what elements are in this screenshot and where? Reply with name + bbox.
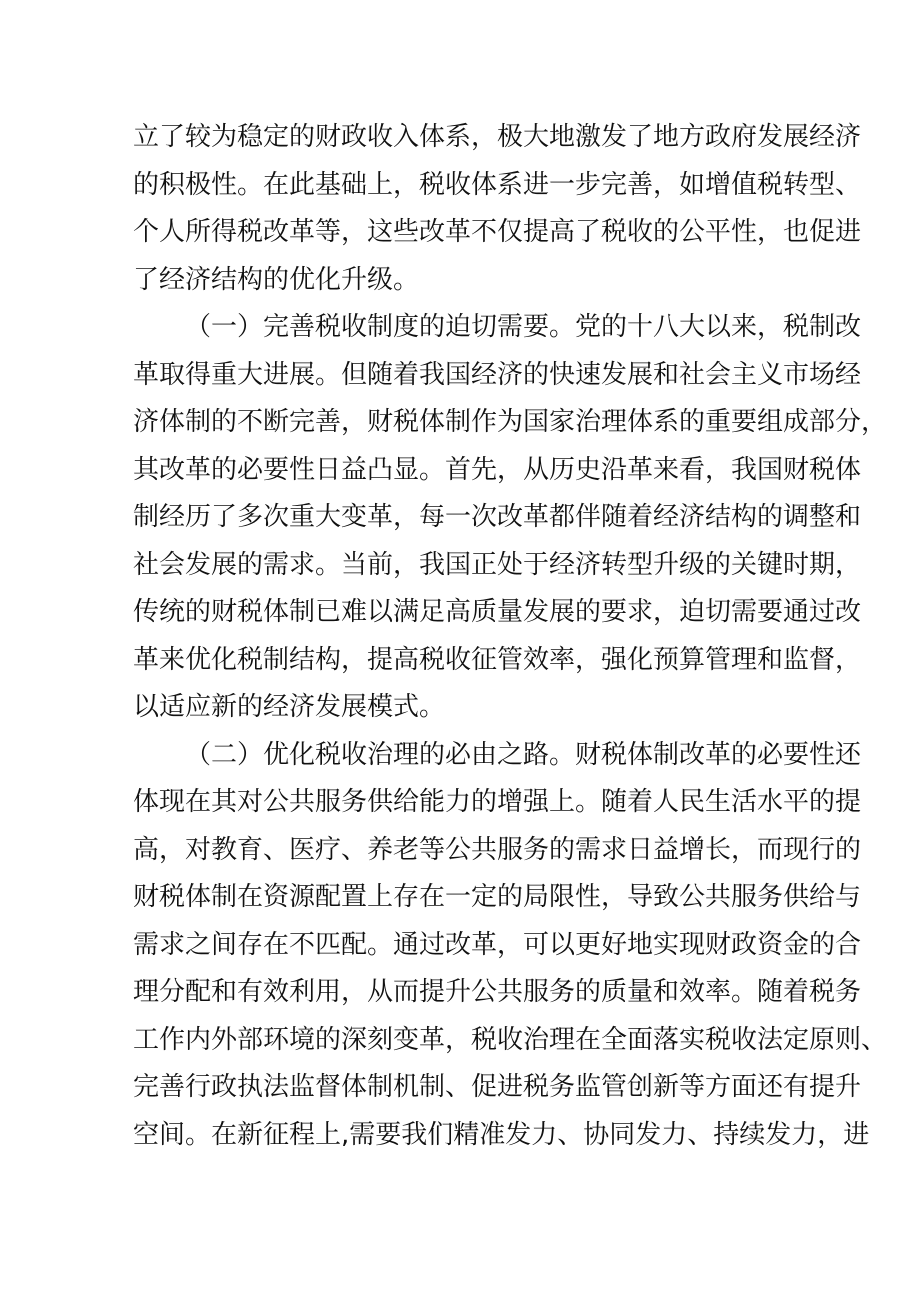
text-line: 理分配和有效利用，从而提升公共服务的质量和效率。随着税务 — [133, 977, 862, 1007]
text-line: 了经济结构的优化升级。 — [133, 264, 420, 295]
text-line: 高，对教育、医疗、养老等公共服务的需求日益增长，而现行的 — [133, 834, 862, 865]
text-line: 完善行政执法监督体制机制、促进税务监管创新等方面还有提升 — [133, 1072, 862, 1102]
text-line: 个人所得税改革等，这些改革不仅提高了税收的公平性，也促进 — [133, 217, 862, 247]
paragraph-section-1 — [133, 304, 888, 732]
section-heading-line: （一）完善税收制度的迫切需要。党的十八大以来，税制改 — [185, 312, 862, 342]
text-line: 社会发展的需求。当前，我国正处于经济转型升级的关键时期， — [133, 549, 862, 580]
text-line: 财税体制在资源配置上存在一定的局限性，导致公共服务供给与 — [133, 882, 862, 912]
paragraph-intro-continuation — [133, 114, 862, 304]
text-line: 以适应新的经济发展模式。 — [133, 692, 446, 722]
text-line: 体现在其对公共服务供给能力的增强上。随着人民生活水平的提 — [133, 787, 862, 817]
paragraph-section-2 — [133, 732, 888, 1160]
text-line: 空间。在新征程上,需要我们精准发力、协同发力、持续发力，进 — [133, 1119, 870, 1150]
text-line: 制经历了多次重大变革，每一次改革都伴随着经济结构的调整和 — [133, 502, 862, 532]
document-body — [133, 114, 888, 1159]
text-line: 传统的财税体制已难以满足高质量发展的要求，迫切需要通过改 — [133, 597, 862, 627]
text-line: 的积极性。在此基础上，税收体系进一步完善，如增值税转型、 — [133, 169, 862, 200]
text-line: 济体制的不断完善，财税体制作为国家治理体系的重要组成部分， — [133, 407, 888, 437]
text-line: 工作内外部环境的深刻变革，税收治理在全面落实税收法定原则、 — [133, 1024, 888, 1055]
text-line: 需求之间存在不匹配。通过改革，可以更好地实现财政资金的合 — [133, 929, 862, 960]
text-line: 革取得重大进展。但随着我国经济的快速发展和社会主义市场经 — [133, 359, 862, 390]
section-heading-line: （二）优化税收治理的必由之路。财税体制改革的必要性还 — [185, 739, 862, 770]
text-line: 其改革的必要性日益凸显。首先，从历史沿革来看，我国财税体 — [133, 454, 862, 485]
text-line: 立了较为稳定的财政收入体系，极大地激发了地方政府发展经济 — [133, 122, 862, 152]
text-line: 革来优化税制结构，提高税收征管效率，强化预算管理和监督， — [133, 644, 862, 675]
